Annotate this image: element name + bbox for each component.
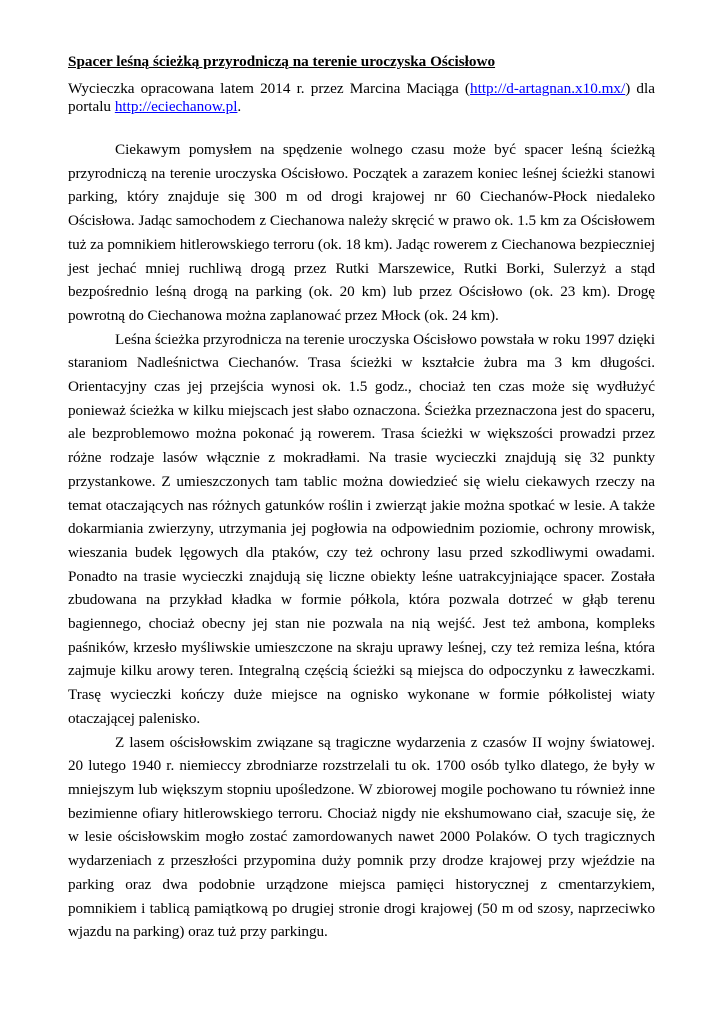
paragraph-history: Z lasem ościsłowskim związane są tragiczne wydarzenia z czasów II wojny światowej. 20 lutego 1940 r. niemieccy zbrodniarze rozstrzelali tu ok. 1700 osób tylko dlatego, że były w mniejszym lub większym stopniu upośledzone. W zbiorowej mogile pochowano tu również inne bezimienne ofiary hitlerowskiego terroru. Chociaż nigdy nie ekshumowano ciał, szacuje się, że w lesie ościsłowskim mogło zostać zamordowanych nawet 2000 Polaków. O tych tragicznych wydarzeniach z przeszłości przypomina duży pomnik przy drodze krajowej przy wjeździe na parking oraz dwa podobnie urządzone miejsca pamięci historycznej z cmentarzykiem, pomnikiem i tablicą pamiątkową po drugiej stronie drogi krajowej (50 m od szosy, naprzeciwko wjazdu na parking) oraz tuż przy parkingu.	[68, 733, 655, 941]
intro-text-middle: ) dla portalu	[68, 80, 655, 115]
intro-text-start: Wycieczka opracowana latem 2014 r. przez Marcina Maciąga (	[68, 80, 470, 97]
intro-paragraph	[68, 80, 655, 116]
intro-text-end: .	[237, 98, 242, 115]
document-title: Spacer leśną ścieżką przyrodniczą na terenie uroczyska Ościsłowo	[68, 53, 496, 70]
paragraph-route: Ciekawym pomysłem na spędzenie wolnego czasu może być spacer leśną ścieżką przyrodniczą na terenie uroczyska Ościsłowo. Początek a zarazem koniec leśnej ścieżki stanowi parking, który znajduje się 300 m od drogi krajowej nr 60 Ciechanów-Płock niedaleko Ościsłowa. Jadąc samochodem z Ciechanowa należy skręcić w prawo ok. 1.5 km za Ościsłowem tuż za pomnikiem hitlerowskiego terroru (ok. 18 km). Jadąc rowerem z Ciechanowa bezpieczniej jest jechać mniej ruchliwą drogą przez Rutki Marszewice, Rutki Borki, Sulerzyż a stąd bezpośrednio leśną drogą na parking (ok. 20 km) lub przez Ościsłowo (ok. 23 km). Drogę powrotną do Ciechanowa można zaplanować przez Młock (ok. 24 km).	[68, 141, 655, 324]
author-website-link[interactable]: http://d-artagnan.x10.mx/	[470, 80, 626, 97]
document-page	[68, 52, 655, 944]
portal-link[interactable]: http://eciechanow.pl	[114, 98, 238, 115]
paragraph-nature-trail: Leśna ścieżka przyrodnicza na terenie uroczyska Ościsłowo powstała w roku 1997 dzięki staraniom Nadleśnictwa Ciechanów. Trasa ścieżki w kształcie żubra ma 3 km długości. Orientacyjny czas jej przejścia wynosi ok. 1.5 godz., chociaż ten czas może się wydłużyć ponieważ ścieżka w kilku miejscach jest słabo oznaczona. Ścieżka przeznaczona jest do spaceru, ale bezproblemowo można pokonać ją rowerem. Trasa ścieżki w większości prowadzi przez różne rodzaje lasów włącznie z mokradłami. Na trasie wycieczki znajdują się 32 punkty przystankowe. Z umieszczonych tam tablic można dowiedzieć się wielu ciekawych rzeczy na temat otaczających nas różnych gatunków roślin i zwierząt jakie można spotkać w lesie. A także dokarmiania zwierzyny, utrzymania jej pogłowia na odpowiednim poziomie, ochrony mrowisk, wieszania budek lęgowych dla ptaków, czy też ochrony lasu przed szkodliwymi owadami. Ponadto na trasie wycieczki znajdują się liczne obiekty leśne uatrakcyjniające spacer. Została zbudowana na przykład kładka w formie półkola, która pozwala dotrzeć w głąb terenu bagiennego, chociaż obecny jej stan nie pozwala na nią wejść. Jest też ambona, kompleks paśników, krzesło myśliwskie umieszczone na skraju uprawy leśnej, czy też remiza leśna, która zajmuje kilku arowy teren. Integralną częścią ścieżki są miejsca do odpoczynku z ławeczkami. Trasę wycieczki kończy duże miejsce na ognisko wykonane w formie półkolistej wiaty otaczającej palenisko.	[68, 330, 655, 727]
